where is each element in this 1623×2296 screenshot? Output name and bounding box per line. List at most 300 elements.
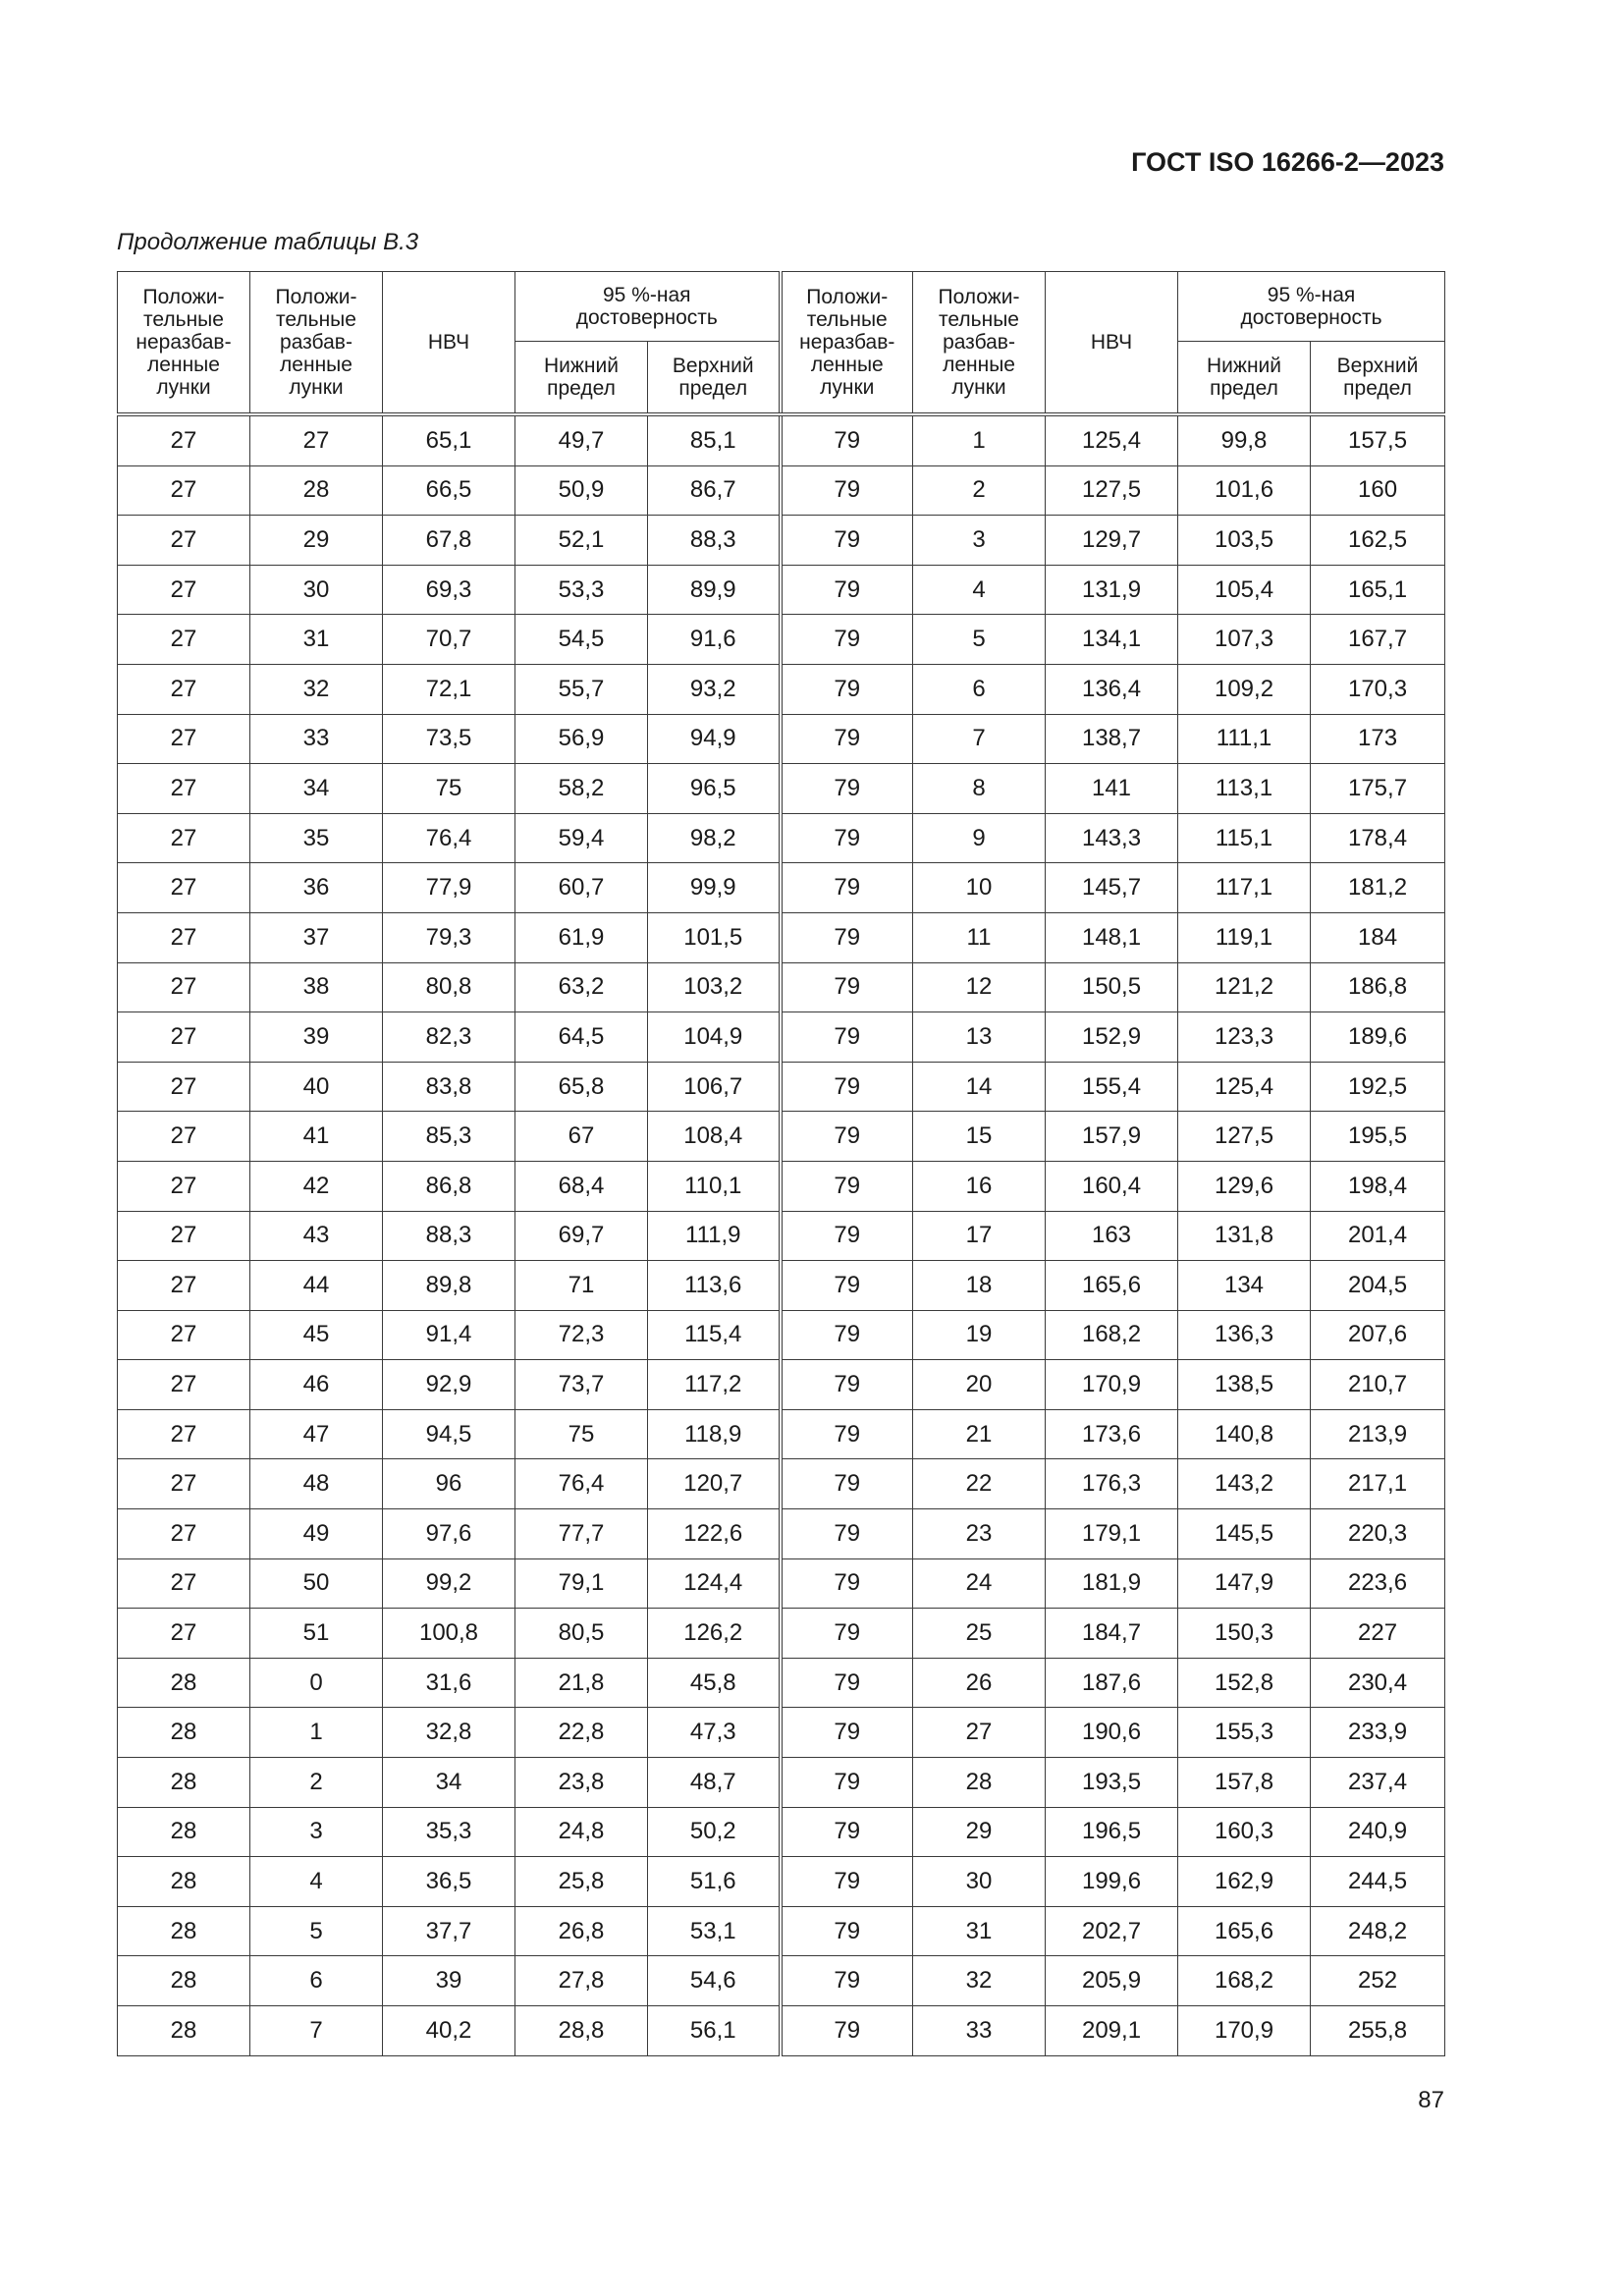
table-cell: 38 — [250, 962, 383, 1012]
table-cell: 196,5 — [1046, 1807, 1178, 1857]
header-mpn: НВЧ — [1046, 272, 1178, 415]
table-cell: 150,5 — [1046, 962, 1178, 1012]
table-cell: 168,2 — [1046, 1310, 1178, 1360]
table-cell: 69,3 — [383, 565, 515, 615]
table-cell: 4 — [913, 565, 1046, 615]
table-cell: 28 — [118, 1758, 250, 1808]
table-cell: 98,2 — [648, 813, 781, 863]
table-cell: 150,3 — [1178, 1609, 1311, 1659]
table-row — [118, 1211, 1445, 1261]
table-cell: 54,6 — [648, 1956, 781, 2006]
table-cell: 22,8 — [515, 1708, 648, 1758]
table-cell: 252 — [1311, 1956, 1445, 2006]
table-cell: 85,3 — [383, 1112, 515, 1162]
table-cell: 199,6 — [1046, 1857, 1178, 1907]
table-cell: 145,5 — [1178, 1509, 1311, 1559]
table-cell: 79 — [781, 2006, 913, 2056]
table-cell: 127,5 — [1178, 1112, 1311, 1162]
table-cell: 204,5 — [1311, 1261, 1445, 1311]
table-cell: 147,9 — [1178, 1558, 1311, 1609]
table-cell: 131,9 — [1046, 565, 1178, 615]
table-cell: 136,4 — [1046, 664, 1178, 714]
table-cell: 27 — [913, 1708, 1046, 1758]
table-cell: 32,8 — [383, 1708, 515, 1758]
table-cell: 88,3 — [383, 1211, 515, 1261]
table-cell: 230,4 — [1311, 1658, 1445, 1708]
table-cell: 97,6 — [383, 1509, 515, 1559]
table-cell: 27 — [118, 1310, 250, 1360]
table-cell: 79,1 — [515, 1558, 648, 1609]
table-cell: 80,8 — [383, 962, 515, 1012]
table-cell: 61,9 — [515, 912, 648, 962]
table-cell: 117,1 — [1178, 863, 1311, 913]
table-cell: 157,9 — [1046, 1112, 1178, 1162]
table-row — [118, 615, 1445, 665]
table-cell: 91,4 — [383, 1310, 515, 1360]
table-cell: 26,8 — [515, 1906, 648, 1956]
table-cell: 113,1 — [1178, 764, 1311, 814]
header-confidence: 95 %-ная достоверность — [515, 272, 781, 342]
table-cell: 77,9 — [383, 863, 515, 913]
table-cell: 89,8 — [383, 1261, 515, 1311]
table-cell: 24 — [913, 1558, 1046, 1609]
table-cell: 184 — [1311, 912, 1445, 962]
table-cell: 220,3 — [1311, 1509, 1445, 1559]
table-cell: 1 — [913, 414, 1046, 465]
table-cell: 167,7 — [1311, 615, 1445, 665]
table-row — [118, 1459, 1445, 1509]
table-cell: 27 — [118, 813, 250, 863]
table-cell: 181,9 — [1046, 1558, 1178, 1609]
table-cell: 28,8 — [515, 2006, 648, 2056]
table-cell: 99,8 — [1178, 414, 1311, 465]
table-cell: 21 — [913, 1409, 1046, 1459]
table-cell: 79 — [781, 912, 913, 962]
table-cell: 163 — [1046, 1211, 1178, 1261]
table-cell: 27 — [118, 1409, 250, 1459]
table-cell: 79 — [781, 1161, 913, 1211]
table-cell: 66,5 — [383, 465, 515, 516]
table-cell: 49,7 — [515, 414, 648, 465]
table-cell: 121,2 — [1178, 962, 1311, 1012]
table-cell: 79 — [781, 1261, 913, 1311]
table-cell: 201,4 — [1311, 1211, 1445, 1261]
table-cell: 79 — [781, 1807, 913, 1857]
table-cell: 28 — [118, 2006, 250, 2056]
table-cell: 82,3 — [383, 1012, 515, 1063]
table-cell: 173,6 — [1046, 1409, 1178, 1459]
header-lower-limit: Нижний предел — [515, 342, 648, 415]
table-cell: 138,7 — [1046, 714, 1178, 764]
table-cell: 6 — [913, 664, 1046, 714]
table-cell: 27 — [118, 1012, 250, 1063]
header-positive-undiluted: Положи- тельные неразбав- ленные лунки — [781, 272, 913, 415]
table-cell: 43 — [250, 1211, 383, 1261]
table-cell: 122,6 — [648, 1509, 781, 1559]
table-row — [118, 414, 1445, 465]
table-cell: 58,2 — [515, 764, 648, 814]
table-cell: 145,7 — [1046, 863, 1178, 913]
table-cell: 60,7 — [515, 863, 648, 913]
table-cell: 101,6 — [1178, 465, 1311, 516]
table-cell: 126,2 — [648, 1609, 781, 1659]
table-cell: 143,2 — [1178, 1459, 1311, 1509]
mpn-table — [117, 271, 1445, 2056]
table-cell: 10 — [913, 863, 1046, 913]
table-cell: 72,3 — [515, 1310, 648, 1360]
table-row — [118, 1956, 1445, 2006]
table-cell: 29 — [250, 516, 383, 566]
table-cell: 134 — [1178, 1261, 1311, 1311]
table-cell: 33 — [250, 714, 383, 764]
table-cell: 108,4 — [648, 1112, 781, 1162]
table-cell: 79 — [781, 1459, 913, 1509]
table-cell: 103,5 — [1178, 516, 1311, 566]
table-row — [118, 1807, 1445, 1857]
table-cell: 63,2 — [515, 962, 648, 1012]
table-cell: 193,5 — [1046, 1758, 1178, 1808]
table-cell: 152,8 — [1178, 1658, 1311, 1708]
table-cell: 103,2 — [648, 962, 781, 1012]
table-cell: 237,4 — [1311, 1758, 1445, 1808]
table-cell: 27 — [118, 615, 250, 665]
table-cell: 3 — [913, 516, 1046, 566]
table-cell: 79 — [781, 1409, 913, 1459]
table-cell: 34 — [383, 1758, 515, 1808]
table-cell: 240,9 — [1311, 1807, 1445, 1857]
table-cell: 28 — [118, 1857, 250, 1907]
table-cell: 106,7 — [648, 1062, 781, 1112]
table-cell: 205,9 — [1046, 1956, 1178, 2006]
table-cell: 99,9 — [648, 863, 781, 913]
table-row — [118, 962, 1445, 1012]
table-cell: 210,7 — [1311, 1360, 1445, 1410]
table-cell: 79 — [781, 1906, 913, 1956]
table-row — [118, 1857, 1445, 1907]
table-row — [118, 1558, 1445, 1609]
table-cell: 198,4 — [1311, 1161, 1445, 1211]
table-cell: 213,9 — [1311, 1409, 1445, 1459]
table-cell: 27 — [118, 912, 250, 962]
table-cell: 79 — [781, 1360, 913, 1410]
table-row — [118, 1658, 1445, 1708]
table-row — [118, 1261, 1445, 1311]
table-cell: 170,9 — [1178, 2006, 1311, 2056]
table-cell: 217,1 — [1311, 1459, 1445, 1509]
table-cell: 131,8 — [1178, 1211, 1311, 1261]
table-cell: 18 — [913, 1261, 1046, 1311]
table-cell: 27 — [118, 516, 250, 566]
table-cell: 27 — [118, 1459, 250, 1509]
header-positive-undiluted: Положи- тельные неразбав- ленные лунки — [118, 272, 250, 415]
table-cell: 49 — [250, 1509, 383, 1559]
table-cell: 244,5 — [1311, 1857, 1445, 1907]
table-cell: 79 — [781, 414, 913, 465]
table-cell: 3 — [250, 1807, 383, 1857]
table-cell: 27 — [118, 465, 250, 516]
table-cell: 96 — [383, 1459, 515, 1509]
table-cell: 160,4 — [1046, 1161, 1178, 1211]
table-cell: 0 — [250, 1658, 383, 1708]
table-cell: 30 — [250, 565, 383, 615]
table-cell: 31 — [250, 615, 383, 665]
table-cell: 187,6 — [1046, 1658, 1178, 1708]
table-cell: 45,8 — [648, 1658, 781, 1708]
table-row — [118, 1310, 1445, 1360]
table-cell: 223,6 — [1311, 1558, 1445, 1609]
table-cell: 79 — [781, 1062, 913, 1112]
table-cell: 100,8 — [383, 1609, 515, 1659]
table-cell: 162,9 — [1178, 1857, 1311, 1907]
table-cell: 71 — [515, 1261, 648, 1311]
table-cell: 9 — [913, 813, 1046, 863]
table-cell: 175,7 — [1311, 764, 1445, 814]
table-cell: 69,7 — [515, 1211, 648, 1261]
table-cell: 53,3 — [515, 565, 648, 615]
table-cell: 40,2 — [383, 2006, 515, 2056]
table-cell: 184,7 — [1046, 1609, 1178, 1659]
table-row — [118, 1509, 1445, 1559]
table-cell: 37,7 — [383, 1906, 515, 1956]
table-cell: 79 — [781, 1609, 913, 1659]
table-cell: 115,4 — [648, 1310, 781, 1360]
header-mpn: НВЧ — [383, 272, 515, 415]
table-cell: 79 — [781, 1658, 913, 1708]
table-cell: 25,8 — [515, 1857, 648, 1907]
table-cell: 107,3 — [1178, 615, 1311, 665]
table-cell: 79 — [781, 714, 913, 764]
table-cell: 129,6 — [1178, 1161, 1311, 1211]
table-cell: 233,9 — [1311, 1708, 1445, 1758]
header-confidence: 95 %-ная достоверность — [1178, 272, 1445, 342]
table-cell: 65,1 — [383, 414, 515, 465]
table-cell: 170,3 — [1311, 664, 1445, 714]
table-row — [118, 516, 1445, 566]
table-cell: 68,4 — [515, 1161, 648, 1211]
table-cell: 140,8 — [1178, 1409, 1311, 1459]
table-cell: 50 — [250, 1558, 383, 1609]
table-cell: 124,4 — [648, 1558, 781, 1609]
table-cell: 148,1 — [1046, 912, 1178, 962]
table-cell: 152,9 — [1046, 1012, 1178, 1063]
table-cell: 96,5 — [648, 764, 781, 814]
table-cell: 143,3 — [1046, 813, 1178, 863]
table-cell: 80,5 — [515, 1609, 648, 1659]
table-cell: 8 — [913, 764, 1046, 814]
table-cell: 202,7 — [1046, 1906, 1178, 1956]
table-cell: 59,4 — [515, 813, 648, 863]
table-cell: 36 — [250, 863, 383, 913]
table-cell: 7 — [250, 2006, 383, 2056]
table-cell: 117,2 — [648, 1360, 781, 1410]
table-cell: 110,1 — [648, 1161, 781, 1211]
table-cell: 28 — [250, 465, 383, 516]
table-cell: 195,5 — [1311, 1112, 1445, 1162]
table-cell: 73,7 — [515, 1360, 648, 1410]
table-cell: 4 — [250, 1857, 383, 1907]
table-cell: 79 — [781, 764, 913, 814]
table-cell: 14 — [913, 1062, 1046, 1112]
table-cell: 35,3 — [383, 1807, 515, 1857]
table-cell: 79 — [781, 1112, 913, 1162]
table-cell: 27 — [118, 764, 250, 814]
table-cell: 28 — [118, 1956, 250, 2006]
table-cell: 115,1 — [1178, 813, 1311, 863]
table-cell: 141 — [1046, 764, 1178, 814]
page-number: 87 — [1418, 2087, 1444, 2113]
table-cell: 155,4 — [1046, 1062, 1178, 1112]
table-cell: 64,5 — [515, 1012, 648, 1063]
table-cell: 27 — [118, 962, 250, 1012]
table-cell: 2 — [913, 465, 1046, 516]
table-cell: 120,7 — [648, 1459, 781, 1509]
header-upper-limit: Верхний предел — [1311, 342, 1445, 415]
table-cell: 27 — [118, 1161, 250, 1211]
table-cell: 79 — [781, 813, 913, 863]
table-cell: 85,1 — [648, 414, 781, 465]
table-cell: 48,7 — [648, 1758, 781, 1808]
table-cell: 11 — [913, 912, 1046, 962]
table-cell: 118,9 — [648, 1409, 781, 1459]
table-cell: 92,9 — [383, 1360, 515, 1410]
table-cell: 27 — [118, 664, 250, 714]
table-cell: 55,7 — [515, 664, 648, 714]
table-cell: 86,7 — [648, 465, 781, 516]
table-cell: 27 — [118, 1261, 250, 1311]
table-cell: 25 — [913, 1609, 1046, 1659]
table-cell: 39 — [383, 1956, 515, 2006]
table-cell: 34 — [250, 764, 383, 814]
table-cell: 125,4 — [1046, 414, 1178, 465]
table-cell: 160,3 — [1178, 1807, 1311, 1857]
table-cell: 79 — [781, 863, 913, 913]
table-cell: 79 — [781, 1758, 913, 1808]
table-cell: 86,8 — [383, 1161, 515, 1211]
table-cell: 13 — [913, 1012, 1046, 1063]
table-cell: 47 — [250, 1409, 383, 1459]
table-cell: 79 — [781, 962, 913, 1012]
table-cell: 113,6 — [648, 1261, 781, 1311]
table-row — [118, 565, 1445, 615]
table-cell: 138,5 — [1178, 1360, 1311, 1410]
table-row — [118, 1708, 1445, 1758]
header-positive-diluted: Положи- тельные разбав- ленные лунки — [250, 272, 383, 415]
table-cell: 165,6 — [1178, 1906, 1311, 1956]
table-cell: 75 — [515, 1409, 648, 1459]
table-cell: 79 — [781, 1558, 913, 1609]
table-cell: 189,6 — [1311, 1012, 1445, 1063]
table-cell: 79 — [781, 565, 913, 615]
table-cell: 165,1 — [1311, 565, 1445, 615]
table-cell: 41 — [250, 1112, 383, 1162]
table-row — [118, 1161, 1445, 1211]
table-cell: 67,8 — [383, 516, 515, 566]
table-cell: 248,2 — [1311, 1906, 1445, 1956]
table-cell: 29 — [913, 1807, 1046, 1857]
table-row — [118, 465, 1445, 516]
table-cell: 99,2 — [383, 1558, 515, 1609]
table-cell: 35 — [250, 813, 383, 863]
table-cell: 27 — [118, 1558, 250, 1609]
header-upper-limit: Верхний предел — [648, 342, 781, 415]
table-cell: 36,5 — [383, 1857, 515, 1907]
table-cell: 47,3 — [648, 1708, 781, 1758]
table-cell: 176,3 — [1046, 1459, 1178, 1509]
table-cell: 54,5 — [515, 615, 648, 665]
table-cell: 83,8 — [383, 1062, 515, 1112]
table-cell: 157,8 — [1178, 1758, 1311, 1808]
table-cell: 12 — [913, 962, 1046, 1012]
table-cell: 27,8 — [515, 1956, 648, 2006]
table-cell: 91,6 — [648, 615, 781, 665]
table-cell: 44 — [250, 1261, 383, 1311]
table-cell: 46 — [250, 1360, 383, 1410]
table-cell: 79 — [781, 664, 913, 714]
table-cell: 178,4 — [1311, 813, 1445, 863]
table-cell: 136,3 — [1178, 1310, 1311, 1360]
table-cell: 65,8 — [515, 1062, 648, 1112]
table-cell: 27 — [118, 414, 250, 465]
table-row — [118, 1360, 1445, 1410]
table-cell: 56,1 — [648, 2006, 781, 2056]
table-cell: 79,3 — [383, 912, 515, 962]
table-cell: 73,5 — [383, 714, 515, 764]
table-cell: 123,3 — [1178, 1012, 1311, 1063]
table-cell: 181,2 — [1311, 863, 1445, 913]
table-cell: 27 — [118, 1211, 250, 1261]
table-row — [118, 2006, 1445, 2056]
table-row — [118, 1012, 1445, 1063]
table-cell: 79 — [781, 1708, 913, 1758]
table-cell: 173 — [1311, 714, 1445, 764]
table-cell: 17 — [913, 1211, 1046, 1261]
table-cell: 111,1 — [1178, 714, 1311, 764]
table-cell: 28 — [118, 1906, 250, 1956]
table-cell: 160 — [1311, 465, 1445, 516]
document-id: ГОСТ ISO 16266-2—2023 — [1131, 147, 1444, 177]
table-cell: 28 — [913, 1758, 1046, 1808]
table-cell: 190,6 — [1046, 1708, 1178, 1758]
table-cell: 27 — [118, 1360, 250, 1410]
table-cell: 28 — [118, 1658, 250, 1708]
table-row — [118, 1609, 1445, 1659]
table-cell: 101,5 — [648, 912, 781, 962]
table-cell: 79 — [781, 1310, 913, 1360]
table-cell: 77,7 — [515, 1509, 648, 1559]
table-cell: 27 — [118, 1112, 250, 1162]
table-row — [118, 1758, 1445, 1808]
table-cell: 157,5 — [1311, 414, 1445, 465]
table-cell: 23,8 — [515, 1758, 648, 1808]
table-cell: 23 — [913, 1509, 1046, 1559]
table-cell: 6 — [250, 1956, 383, 2006]
table-row — [118, 1112, 1445, 1162]
table-cell: 79 — [781, 1211, 913, 1261]
table-cell: 56,9 — [515, 714, 648, 764]
table-caption: Продолжение таблицы В.3 — [117, 229, 419, 255]
table-row — [118, 1906, 1445, 1956]
table-cell: 37 — [250, 912, 383, 962]
table-cell: 50,2 — [648, 1807, 781, 1857]
table-cell: 70,7 — [383, 615, 515, 665]
table-row — [118, 764, 1445, 814]
table-cell: 24,8 — [515, 1807, 648, 1857]
table-cell: 119,1 — [1178, 912, 1311, 962]
table-cell: 79 — [781, 1012, 913, 1063]
table-cell: 209,1 — [1046, 2006, 1178, 2056]
table-cell: 109,2 — [1178, 664, 1311, 714]
table-cell: 7 — [913, 714, 1046, 764]
